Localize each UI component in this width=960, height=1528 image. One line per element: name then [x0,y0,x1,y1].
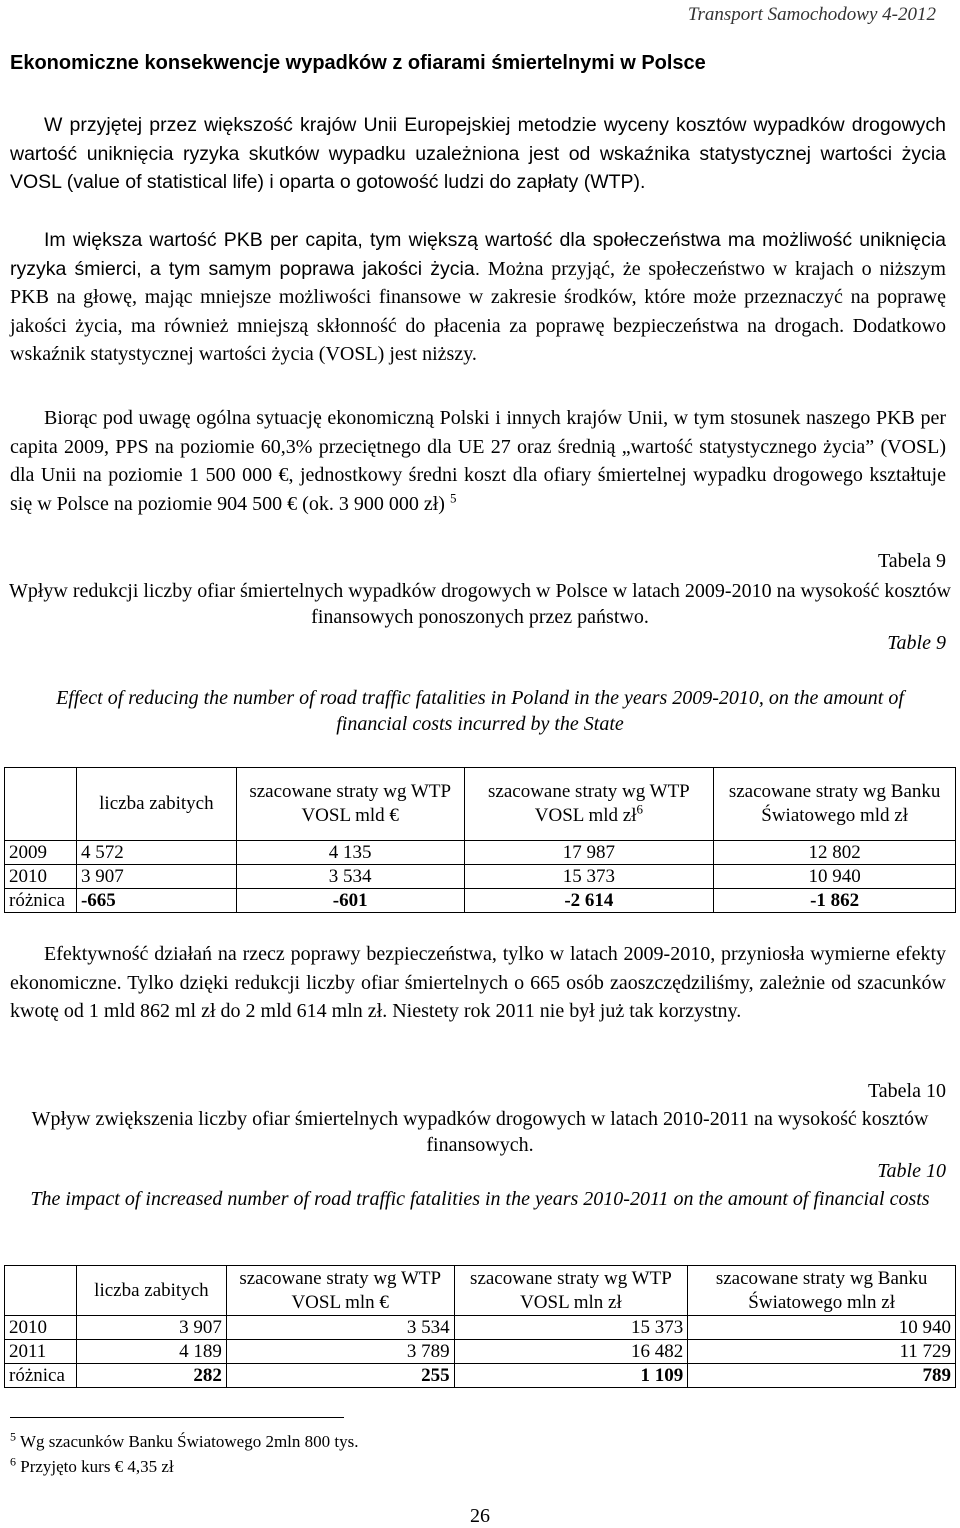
table-cell: 15 373 [464,865,714,889]
footnote-mark: 6 [10,1454,16,1469]
table9-caption-pl: Wpływ redukcji liczby ofiar śmiertelnych wypadków drogowych w Polsce w latach 2009-2010 na wysokość kosztów finansowych ponoszonych przez państwo. [8,580,951,628]
table-cell: 4 572 [76,841,236,865]
table-cell: 3 789 [226,1340,454,1364]
table10-label-en: Table 10 [877,1160,946,1182]
paragraph-2-body: Można przyjąć, że społeczeństwo w krajach o niższym PKB na głowę, mając mniejsze możliwości finansowe w zakresie środków, które może przeznaczyć na poprawę jakości życia, ma również mniejszą skłonność do płacenia za poprawę bezpieczeństwa na drogach. Dodatkowo wskaźnik statystycznej wartości życia (VOSL) jest niższy. [10,257,946,365]
footnote-mark: 5 [10,1429,16,1444]
table-cell: -1 862 [714,889,956,913]
table-row [5,865,956,889]
footnote-text: Wg szacunków Banku Światowego 2mln 800 tys. [19,1432,359,1451]
table9-header-cell [464,768,714,841]
table10-header-row [5,1266,956,1316]
table10-label-pl: Tabela 10 [867,1080,946,1102]
table10-caption-en: The impact of increased number of road traffic fatalities in the years 2010-2011 on the amount of financial costs [30,1188,930,1210]
paragraph-4: Efektywność działań na rzecz poprawy bezpieczeństwa, tylko w latach 2009-2010, przyniosła wymierne efekty ekonomiczne. Tylko dzięki redukcji liczby ofiar śmiertelnych o 665 osób zaoszczędziliśmy, zależnie od szacunków kwotę od 1 mld 862 ml zł do 2 mld 614 mln zł. Niestety rok 2011 nie był już tak korzystny. [10,943,946,1022]
table10 [4,1265,956,1388]
table10-header-cell: szacowane straty wg WTP VOSL mln zł [454,1266,688,1316]
table-row [5,841,956,865]
table-row [5,1340,956,1364]
table10-header-cell [5,1266,77,1316]
table-row [5,1364,956,1388]
table10-header-cell: szacowane straty wg Banku Światowego mln zł [688,1266,956,1316]
table-cell: 2010 [5,1316,77,1340]
table10-caption-pl: Wpływ zwiększenia liczby ofiar śmiertelnych wypadków drogowych w latach 2010-2011 na wysokość kosztów finansowych. [31,1108,929,1156]
table-cell: 3 907 [76,865,236,889]
table-cell: 17 987 [464,841,714,865]
footnote-5 [10,1429,359,1452]
table-row [5,1316,956,1340]
table-cell: -2 614 [464,889,714,913]
table-cell: -601 [236,889,464,913]
running-header: Transport Samochodowy 4-2012 [687,4,936,25]
table-cell: 2011 [5,1340,77,1364]
table-cell: 3 907 [76,1316,226,1340]
table-row [5,889,956,913]
section-title: Ekonomiczne konsekwencje wypadków z ofiarami śmiertelnymi w Polsce [10,52,706,74]
footnote-text: Przyjęto kurs € 4,35 zł [20,1457,174,1476]
table10-header-cell: liczba zabitych [76,1266,226,1316]
table-cell: 16 482 [454,1340,688,1364]
paragraph-1: W przyjętej przez większość krajów Unii Europejskiej metodzie wyceny kosztów wypadków drogowych wartość uniknięcia ryzyka skutków wypadku uzależniona jest od wskaźnika statystycznej wartości życia VOSL (value of statistical life) i oparta o gotowość ludzi do zapłaty (WTP). [10,114,946,193]
footnote-rule [10,1417,344,1418]
table-cell: 12 802 [714,841,956,865]
table-cell: -665 [76,889,236,913]
table-cell: 255 [226,1364,454,1388]
table-cell: 2009 [5,841,77,865]
table-cell: 789 [688,1364,956,1388]
table-cell: 10 940 [688,1316,956,1340]
table-cell: różnica [5,889,77,913]
table-cell: 3 534 [226,1316,454,1340]
footnote-ref-6: 6 [636,801,643,817]
table9-label-en: Table 9 [887,632,946,654]
table9-header-cell [5,768,77,841]
table-cell: 4 135 [236,841,464,865]
table-cell: 1 109 [454,1364,688,1388]
paragraph-3 [10,404,946,518]
paragraph-3-text: Biorąc pod uwagę ogólna sytuację ekonomiczną Polski i innych krajów Unii, w tym stosunek naszego PKB per capita 2009, PPS na poziomie 60,3% przeciętnego dla UE 27 oraz średnią „wartość statystycznego życia” (VOSL) dla Unii na poziomie 1 500 000 €, jednostkowy średni koszt dla ofiary śmiertelnej wypadku drogowego kształtuje się w Polsce na poziomie 904 500 € (ok. 3 900 000 zł) [10,407,946,515]
table-cell: 10 940 [714,865,956,889]
table9-header-cell: szacowane straty wg Banku Światowego mld zł [714,768,956,841]
table-cell: różnica [5,1364,77,1388]
table-cell: 15 373 [454,1316,688,1340]
table9-header-row [5,768,956,841]
paragraph-2-lead: Im większa wartość PKB per capita, tym większą wartość dla społeczeństwa ma możliwość uniknięcia ryzyka śmierci, a tym samym poprawa jakości życia. [10,229,946,280]
table-cell: 11 729 [688,1340,956,1364]
table-cell: 4 189 [76,1340,226,1364]
table-cell: 282 [76,1364,226,1388]
footnote-ref-5: 5 [449,489,457,505]
table-cell: 2010 [5,865,77,889]
table9-header-cell: liczba zabitych [76,768,236,841]
table9 [4,767,956,913]
table9-header-cell: szacowane straty wg WTP VOSL mld € [236,768,464,841]
table10-header-cell: szacowane straty wg WTP VOSL mln € [226,1266,454,1316]
page-number: 26 [470,1505,490,1527]
footnote-6 [10,1454,174,1477]
table9-label-pl: Tabela 9 [877,550,946,572]
table-cell: 3 534 [236,865,464,889]
table9-caption-en: Effect of reducing the number of road traffic fatalities in Poland in the years 2009-2010, on the amount of financial costs incurred by the State [56,687,904,735]
paragraph-2 [10,226,946,369]
table9-header-text: szacowane straty wg WTP VOSL mld zł [488,781,690,826]
